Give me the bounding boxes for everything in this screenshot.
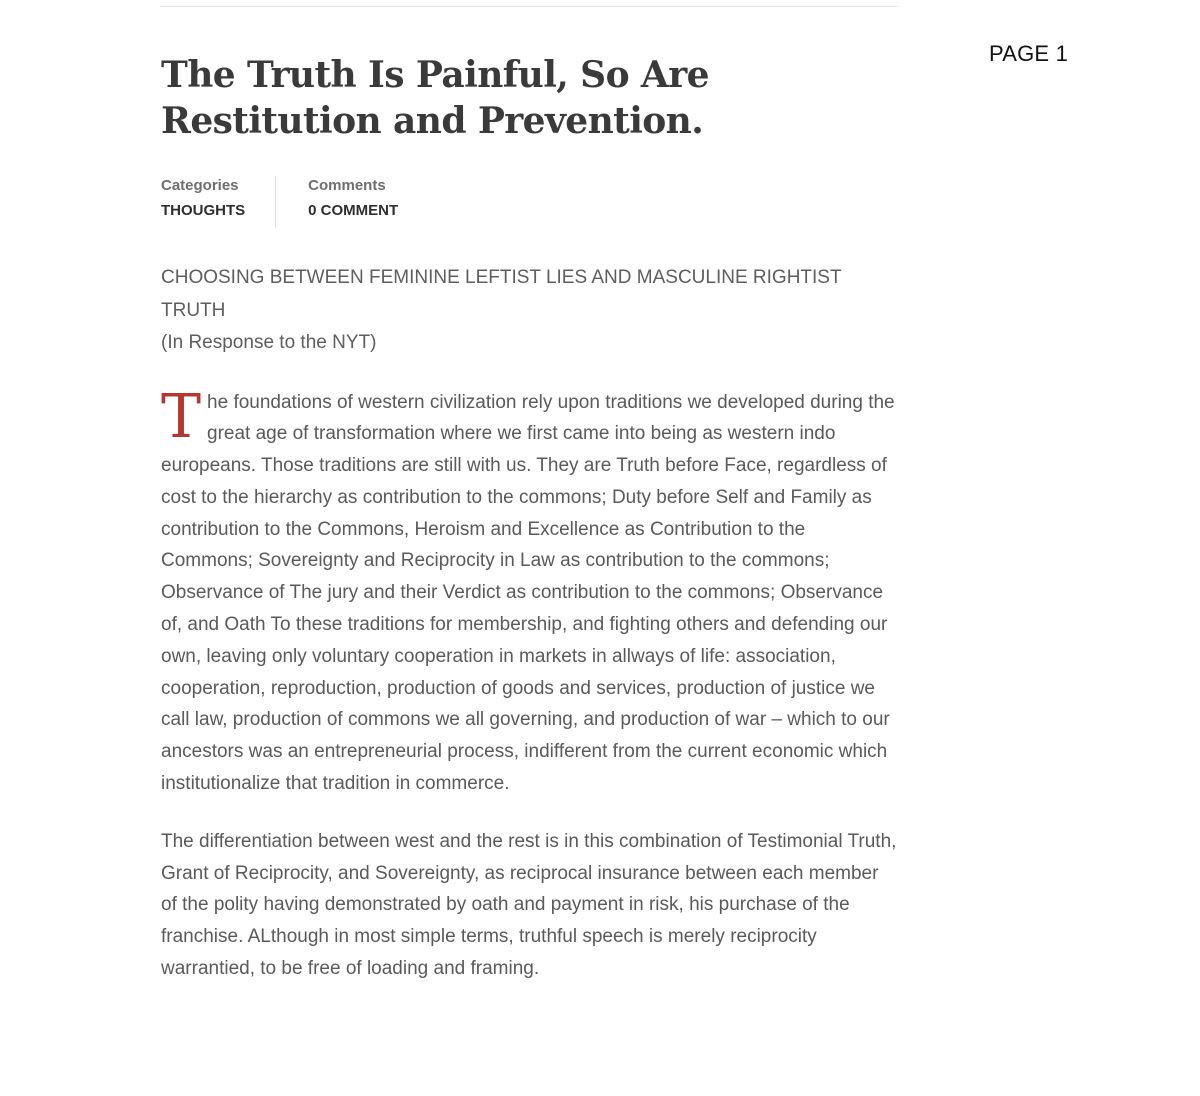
article-subtitle bbox=[161, 262, 899, 360]
subtitle-heading: CHOOSING BETWEEN FEMININE LEFTIST LIES AND MASCULINE RIGHTIST TRUTH bbox=[161, 267, 842, 321]
article bbox=[161, 52, 899, 985]
comments-meta bbox=[276, 176, 398, 228]
comments-link[interactable]: 0 COMMENT bbox=[308, 202, 399, 219]
drop-cap: T bbox=[161, 381, 202, 452]
categories-label: Categories bbox=[161, 177, 239, 194]
comments-label: Comments bbox=[308, 177, 386, 194]
body-paragraph-2: The differentiation between west and the rest is in this combination of Testimonial Truth, Grant of Reciprocity, and Sovereignty, as reciprocal insurance between each member of the polity having demonstrated by oath and payment in risk, his purchase of the franchise. ALthough in most simple terms, truthful speech is merely reciprocity warrantied, to be free of loading and framing. bbox=[161, 830, 897, 980]
categories-link[interactable]: THOUGHTS bbox=[161, 202, 246, 219]
top-divider bbox=[160, 6, 898, 7]
paragraph-1-text: he foundations of western civilization rely upon traditions we developed during the great age of transformation where we first came into being as western indo europeans. Those traditions are still with us. They are Truth before Face, regardless of cost to the hierarchy as contribution to the commons; Duty before Self and Family as contribution to the Commons, Heroism and Excellence as Contribution to the Commons; Sovereignty and Reciprocity in Law as contribution to the commons; Observance of The jury and their Verdict as contribution to the commons; Observance of, and Oath To these traditions for membership, and fighting others and defending our own, leaving only voluntary cooperation in markets in allways of life: association, cooperation, reproduction, production of goods and services, production of justice we call law, production of commons we all governing, and production of war – which to our ancestors was an entrepreneurial process, indifferent from the current economic which institutionalize that tradition in commerce. bbox=[161, 391, 895, 795]
article-title: The Truth Is Painful, So Are Restitution and Prevention. bbox=[161, 54, 709, 142]
article-meta bbox=[161, 176, 899, 228]
subtitle-response-note: (In Response to the NYT) bbox=[161, 332, 377, 353]
categories-meta bbox=[161, 176, 276, 228]
body-paragraph-1 bbox=[161, 381, 899, 800]
page-number-label: PAGE 1 bbox=[989, 41, 1069, 66]
